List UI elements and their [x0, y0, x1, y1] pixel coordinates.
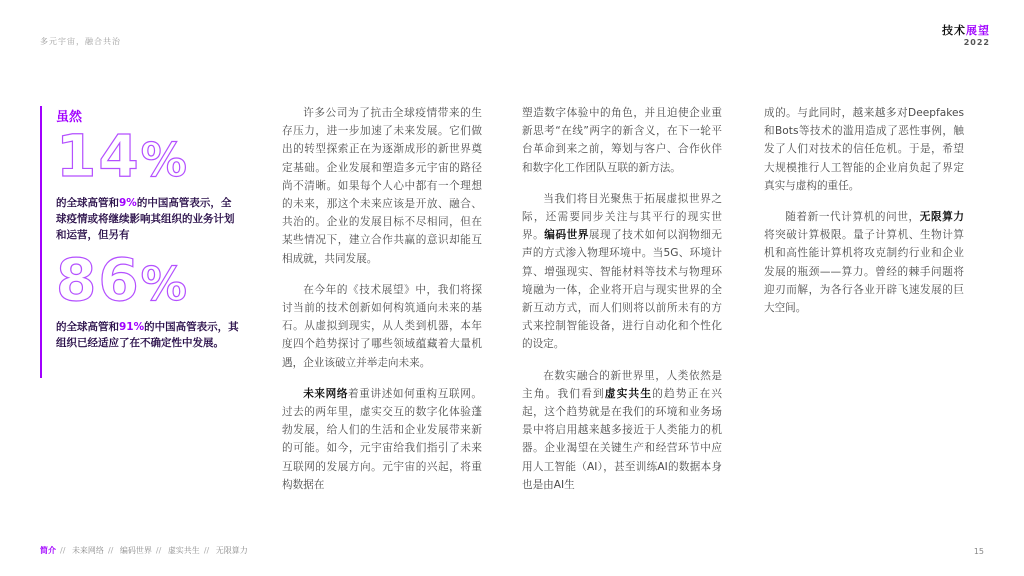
stat1-unit: %	[140, 133, 189, 187]
paragraph: 塑造数字体验中的角色，并且迫使企业重新思考“在线”两字的新含义，在下一轮平台革命到来之前，筹划与客户、合作伙伴和数字化工作团队互联的新方法。	[522, 107, 722, 174]
footer-separator: //	[203, 546, 210, 555]
text-column-2	[522, 104, 722, 507]
stat1-highlight: 9%	[119, 197, 137, 209]
stat2-text-a: 的全球高管和	[56, 321, 119, 333]
footer-separator: //	[155, 546, 162, 555]
paragraph-text: 展现了技术如何以润物细无声的方式渗入物理环境中。当5G、环境计算、增强现实、智能材料等技术与物理环境融为一体，企业将开启与现实世界的全新互动方式，而人们则将以前所未有的方式来控制智能设备，进行自动化和个性化的设定。	[522, 229, 723, 351]
footer-separator: //	[60, 546, 66, 555]
stat2-description	[56, 319, 240, 351]
paragraph-text: 将突破计算极限。量子计算机、生物计算机和高性能计算机将攻克制约行业和企业发展的瓶颈——算力。曾经的棘手问题将迎刃而解，为各行各业开辟飞速发展的巨大空间。	[764, 229, 964, 315]
stat2-text-b: 的中国高管表示，其组织已经适应了在不确定性中发展。	[56, 321, 239, 349]
footer-separator: //	[107, 546, 114, 555]
paragraph-text: 的趋势正在兴起，这个趋势就是在我们的环境和业务场景中将启用越来越多接近于人类能力的机器。企业渴望在关键生产和经营环节中应用人工智能（AI），甚至训练AI的数据本身也是由AI生	[522, 387, 723, 491]
paragraph	[282, 385, 482, 494]
trend-coded-world: 编码世界	[544, 229, 589, 242]
stat1-number: 14	[56, 122, 141, 190]
stat-panel	[40, 106, 240, 378]
paragraph	[522, 367, 722, 494]
paragraph: 成的。与此同时，越来越多对Deepfakes和Bots等技术的滥用造成了恶性事例，触发了人们对技术的信任危机。于是，希望大规模推行人工智能的企业肩负起了界定真实与虚构的重任。	[764, 107, 964, 192]
stat-intro: 虽然	[56, 110, 83, 125]
stat1-description	[56, 195, 240, 243]
stat2-number: 86	[56, 246, 141, 314]
footer-link-future-network[interactable]: 未来网络	[71, 546, 104, 555]
stat2-highlight: 91%	[119, 321, 145, 333]
section-title: 多元宇宙，融合共治	[40, 37, 121, 46]
paragraph-text: 着重讲述如何重构互联网。过去的两年里，虚实交互的数字化体验蓬勃发展，给人们的生活和企业发展带来新的可能。如今，元宇宙给我们指引了未来互联网的发展方向。元宇宙的兴起，将重构数据在	[282, 387, 482, 491]
report-brand	[942, 22, 990, 47]
report-title	[942, 22, 990, 38]
report-title-main: 技术	[942, 24, 966, 37]
paragraph-text: 随着新一代计算机的问世，	[785, 211, 920, 224]
page-number: 15	[973, 547, 984, 556]
paragraph-text: 当我们将目光聚焦于拓展虚拟世界之际，还需要同步关注与其平行的现实世界。	[522, 192, 722, 242]
trend-computing: 无限算力	[919, 211, 965, 224]
paragraph	[764, 208, 964, 317]
footer-nav	[40, 545, 248, 556]
report-title-accent: 展望	[966, 24, 990, 37]
paragraph	[522, 190, 722, 354]
trend-future-network: 未来网络	[303, 387, 349, 400]
footer-link-intro[interactable]: 简介	[40, 546, 56, 555]
footer-link-computing[interactable]: 无限算力	[215, 546, 248, 555]
report-year: 2022	[963, 38, 990, 47]
text-column-3	[764, 104, 964, 330]
trend-unreal: 虚实共生	[604, 387, 653, 400]
stat1-text-a: 的全球高管和	[56, 197, 119, 209]
paragraph: 在今年的《技术展望》中，我们将探讨当前的技术创新如何构筑通向未来的基石。从虚拟到现实，从人类到机器，本年度四个趋势探讨了哪些领域蕴藏着大量机遇，企业该破立并举走向未来。	[282, 283, 482, 369]
stat-number-86	[56, 246, 240, 315]
paragraph: 许多公司为了抗击全球疫情带来的生存压力，进一步加速了未来发展。它们做出的转型探索正在为逐渐成形的新世界奠定基础。企业发展和塑造多元宇宙的路径尚不清晰。如果每个人心中都有一个理想的未来，那这个未来应该是开放、融合、共治的。企业的发展目标不尽相同，但在某些情况下，建立合作共赢的意识却能互相成就，共同发展。	[282, 107, 482, 265]
stat1-text-b: 的中国高管表示，全球疫情或将继续影响其组织的业务计划和运营，但另有	[56, 197, 235, 241]
footer-link-unreal[interactable]: 虚实共生	[167, 546, 200, 555]
paragraph-text: 在数实融合的新世界里，人类依然是主角。我们看到	[522, 369, 722, 400]
stat-number-14	[56, 122, 240, 191]
stat2-unit: %	[140, 257, 189, 311]
text-column-1	[282, 104, 482, 507]
footer-link-coded-world[interactable]: 编码世界	[119, 546, 152, 555]
